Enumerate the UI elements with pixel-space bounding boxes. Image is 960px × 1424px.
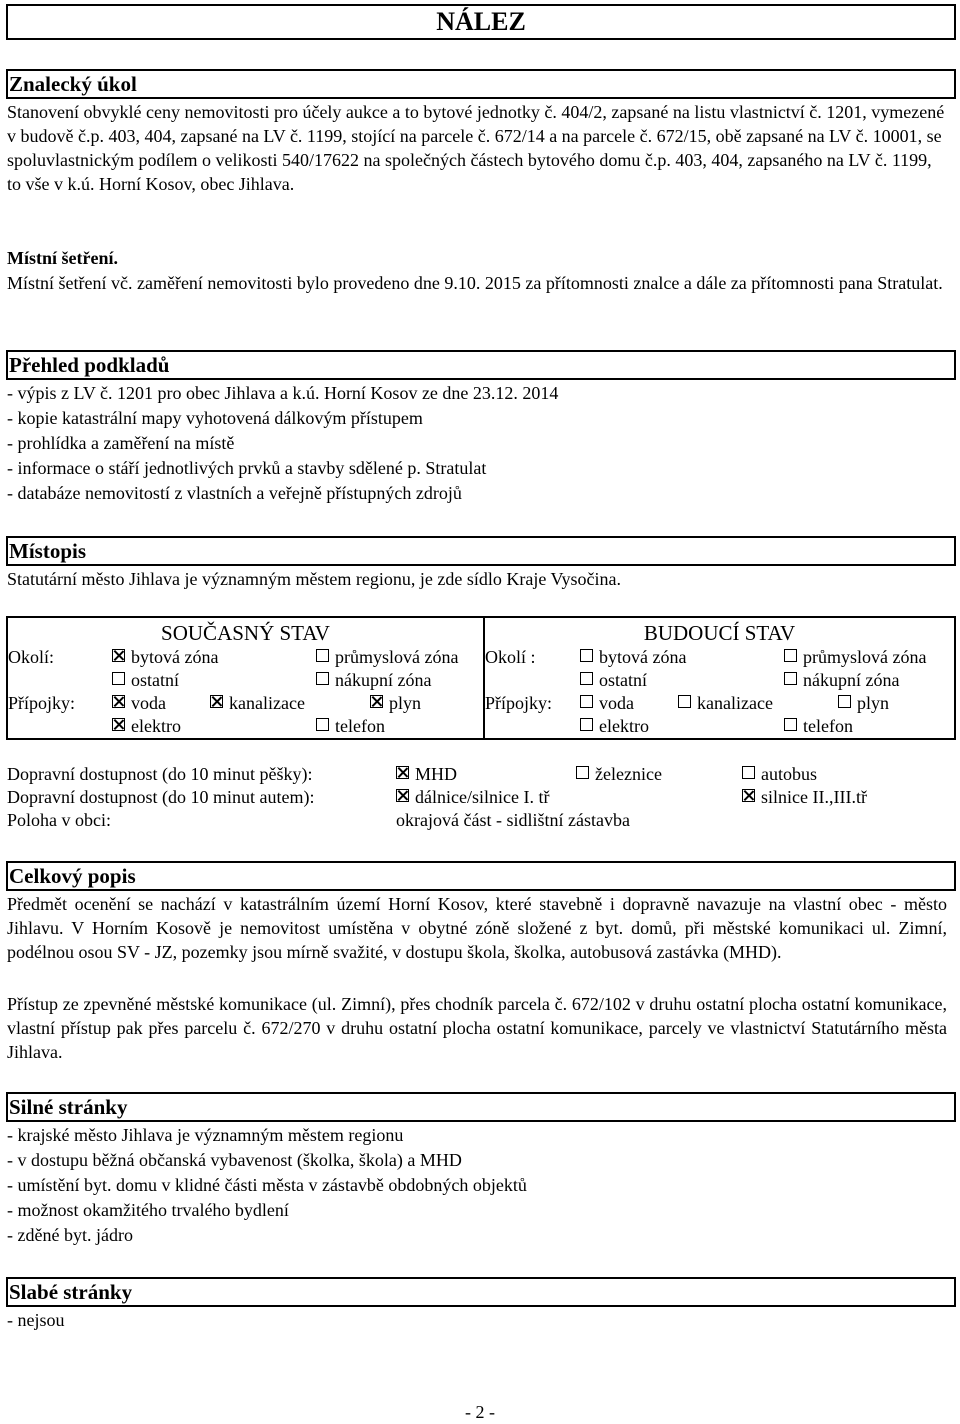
list-item: - v dostupu běžná občanská vybavenost (školka, škola) a MHD [7, 1150, 462, 1170]
check-icon [580, 718, 593, 731]
state-table [6, 616, 956, 740]
checkbox-autobus[interactable]: autobus [742, 763, 817, 785]
section-heading-slabe: Slabé stránky [6, 1277, 956, 1307]
check-icon [576, 766, 589, 779]
check-icon [396, 789, 409, 802]
checkbox-kanalizace[interactable]: kanalizace [678, 692, 773, 714]
list-item: - databáze nemovitostí z vlastních a veřejně přístupných zdrojů [7, 483, 462, 503]
check-icon [370, 695, 383, 708]
checkbox-mhd[interactable]: MHD [396, 763, 457, 785]
section-heading-popis: Celkový popis [6, 861, 956, 891]
checkbox-elektro[interactable]: elektro [112, 715, 181, 737]
check-icon [742, 789, 755, 802]
list-item: - nejsou [7, 1310, 65, 1330]
checkbox-prumyslova-zona[interactable]: průmyslová zóna [784, 646, 926, 668]
list-item: - informace o stáří jednotlivých prvků a stavby sdělené p. Stratulat [7, 458, 487, 478]
soucasny-stav-heading: SOUČASNÝ STAV [161, 621, 330, 645]
pripojky-label: Přípojky: [485, 693, 553, 713]
check-icon [580, 649, 593, 662]
check-icon [678, 695, 691, 708]
mistopis-text: Statutární město Jihlava je významným městem regionu, je zde sídlo Kraje Vysočina. [7, 569, 622, 589]
checkbox-nakupni-zona[interactable]: nákupní zóna [784, 669, 899, 691]
checkbox-dalnice[interactable]: dálnice/silnice I. tř [396, 786, 549, 808]
section-heading-mistopis: Místopis [6, 536, 956, 566]
checkbox-nakupni-zona[interactable]: nákupní zóna [316, 669, 431, 691]
checkbox-prumyslova-zona[interactable]: průmyslová zóna [316, 646, 458, 668]
check-icon [784, 649, 797, 662]
checkbox-ostatni[interactable]: ostatní [580, 669, 647, 691]
page-number: - 2 - [465, 1402, 495, 1422]
checkbox-plyn[interactable]: plyn [370, 692, 421, 714]
list-item: - prohlídka a zaměření na místě [7, 433, 235, 453]
checkbox-plyn[interactable]: plyn [838, 692, 889, 714]
checkbox-telefon[interactable]: telefon [784, 715, 853, 737]
check-icon [580, 672, 593, 685]
checkbox-silnice[interactable]: silnice II.,III.tř [742, 786, 867, 808]
section-heading-ukol: Znalecký úkol [6, 69, 956, 99]
check-icon [210, 695, 223, 708]
checkbox-elektro[interactable]: elektro [580, 715, 649, 737]
check-icon [112, 649, 125, 662]
okoli-label: Okolí : [485, 647, 536, 667]
doprava-pesky-label: Dopravní dostupnost (do 10 minut pěšky): [7, 764, 313, 784]
list-item: - kopie katastrální mapy vyhotovená dálkovým přístupem [7, 408, 423, 428]
ukol-text: Stanovení obvyklé ceny nemovitosti pro účely aukce a to bytové jednotky č. 404/2, zapsané na listu vlastnictví č. 1201, vymezené v budově č.p. 403, 404, zapsané na LV č. 1199, stojící na parcele č. 672/14 a na parcele č. 672/15, obě zapsané na LV č. 10001, se spoluvlastnickým podílem o velikosti 540/17622 na společných částech bytového domu č.p. 403, 404, zapsaného na LV č. 1199, to vše v k.ú. Horní Kosov, obec Jihlava. [7, 102, 945, 194]
pripojky-label: Přípojky: [8, 693, 76, 713]
section-heading-silne: Silné stránky [6, 1092, 956, 1122]
setreni-heading: Místní šetření. [7, 248, 118, 268]
check-icon [112, 672, 125, 685]
check-icon [112, 718, 125, 731]
okoli-label: Okolí: [8, 647, 55, 667]
checkbox-telefon[interactable]: telefon [316, 715, 385, 737]
setreni-text: Místní šetření vč. zaměření nemovitosti bylo provedeno dne 9.10. 2015 za přítomnosti znalce a dále za přítomnosti pana Stratulat. [7, 273, 943, 293]
list-item: - umístění byt. domu v klidné části města v zástavbě obdobných objektů [7, 1175, 527, 1195]
checkbox-voda[interactable]: voda [580, 692, 634, 714]
check-icon [838, 695, 851, 708]
check-icon [112, 695, 125, 708]
check-icon [316, 672, 329, 685]
list-item: - výpis z LV č. 1201 pro obec Jihlava a k.ú. Horní Kosov ze dne 23.12. 2014 [7, 383, 559, 403]
checkbox-voda[interactable]: voda [112, 692, 166, 714]
list-item: - možnost okamžitého trvalého bydlení [7, 1200, 289, 1220]
check-icon [316, 718, 329, 731]
checkbox-kanalizace[interactable]: kanalizace [210, 692, 305, 714]
budouci-stav-heading: BUDOUCÍ STAV [643, 621, 796, 645]
checkbox-bytova-zona[interactable]: bytová zóna [112, 646, 218, 668]
doprava-autem-label: Dopravní dostupnost (do 10 minut autem): [7, 787, 315, 807]
section-heading-podklady: Přehled podkladů [6, 350, 956, 380]
check-icon [784, 718, 797, 731]
checkbox-bytova-zona[interactable]: bytová zóna [580, 646, 686, 668]
check-icon [580, 695, 593, 708]
popis-paragraph-1: Předmět ocenění se nachází v katastrálním území Horní Kosov, které stavebně i dopravně navazuje na vlastní obec - město Jihlavu. V Horním Kosově je nemovitost umístěna v obytné zóně složené z byt. domů, při městské komunikaci ul. Zimní, podélnou osou SV - JZ, pozemky jsou mírně svažité, v dostupu škola, školka, autobusová zastávka (MHD). [7, 894, 947, 962]
list-item: - zděné byt. jádro [7, 1225, 133, 1245]
page-title: NÁLEZ [6, 4, 956, 40]
checkbox-ostatni[interactable]: ostatní [112, 669, 179, 691]
check-icon [396, 766, 409, 779]
poloha-label: Poloha v obci: [7, 810, 111, 830]
check-icon [784, 672, 797, 685]
checkbox-zeleznice[interactable]: železnice [576, 763, 662, 785]
popis-paragraph-2: Přístup ze zpevněné městské komunikace (ul. Zimní), přes chodník parcela č. 672/102 v druhu ostatní plocha ostatní komunikace, vlastní přístup pak přes parcelu č. 672/270 v druhu ostatní plocha ostatní komunikace, parcely ve vlastnictví Statutárního města Jihlava. [7, 994, 947, 1062]
list-item: - krajské město Jihlava je významným městem regionu [7, 1125, 404, 1145]
check-icon [316, 649, 329, 662]
check-icon [742, 766, 755, 779]
poloha-value: okrajová část - sidlištní zástavba [396, 810, 630, 830]
